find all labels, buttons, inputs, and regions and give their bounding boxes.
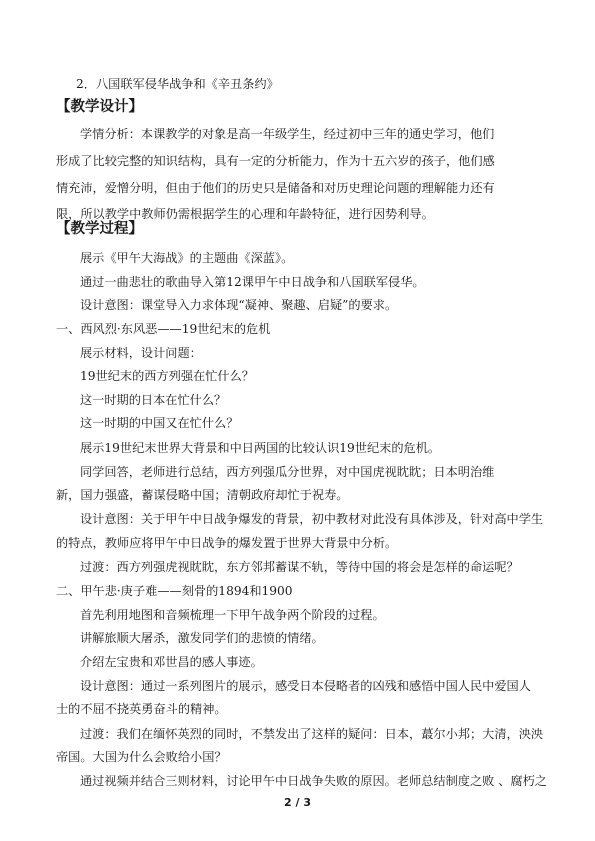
text-line: 设计意图：课堂导入力求体现“凝神、聚趣、启疑”的要求。 xyxy=(80,298,398,312)
question-line: 19世纪末的西方列强在忙什么？ xyxy=(80,369,254,383)
text-line: 限，所以教学中教师仍需根据学生的心理和年龄特征，进行因势利导。 xyxy=(56,207,434,221)
text-line: 帝国。大国为什么会败给小国？ xyxy=(56,750,227,764)
text-line: 展示材料，设计问题： xyxy=(80,346,202,360)
text-line: 士的不屈不挠英勇奋斗的精神。 xyxy=(56,702,227,716)
subsection-title: 一、西风烈·东风恶——19世纪末的危机 xyxy=(56,322,271,336)
text-line: 首先利用地图和音频梳理一下甲午战争两个阶段的过程。 xyxy=(80,608,385,622)
section-heading-process: 【教学过程】 xyxy=(56,221,143,237)
text-line: 设计意图：通过一系列图片的展示，感受日本侵略者的凶残和感悟中国人民中爱国人 xyxy=(80,679,531,693)
text-line: 展示《甲午大海战》的主题曲《深蓝》。 xyxy=(80,251,294,265)
text-line: 情充沛，爱憎分明，但由于他们的历史只是储备和对历史理论问题的理解能力还有 xyxy=(56,181,495,195)
question-line: 这一时期的中国又在忙什么？ xyxy=(80,416,239,430)
text-line: 过渡：我们在缅怀英烈的同时，不禁发出了这样的疑问：日本，蕞尔小邦；大清，泱泱 xyxy=(80,727,544,741)
text-line: 通过一曲悲壮的歌曲导入第12课甲午中日战争和八国联军侵华。 xyxy=(80,275,425,289)
text-line: 的特点，教师应将甲午中日战争的爆发置于世界大背景中分析。 xyxy=(56,536,398,550)
text-line: 同学回答，老师进行总结，西方列强瓜分世界，对中国虎视眈眈；日本明治维 xyxy=(80,465,495,479)
text-line: 新，国力强盛，蓄谋侵略中国；清朝政府却忙于祝寿。 xyxy=(56,488,349,502)
text-line: 介绍左宝贵和邓世昌的感人事迹。 xyxy=(80,655,263,669)
text-line: 学情分析：本课教学的对象是高一年级学生，经过初中三年的通史学习，他们 xyxy=(80,127,495,141)
section-heading-design: 【教学设计】 xyxy=(56,99,143,115)
list-item-treaty: 2．八国联军侵华战争和《辛丑条约》 xyxy=(76,77,279,91)
text-line: 形成了比较完整的知识结构，具有一定的分析能力，作为十五六岁的孩子，他们感 xyxy=(56,154,495,168)
text-line: 过渡：西方列强虎视眈眈，东方邻邦蓄谋不轨，等待中国的将会是怎样的命运呢？ xyxy=(80,560,519,574)
question-line: 这一时期的日本在忙什么？ xyxy=(80,393,227,407)
subsection-title: 二、甲午悲·庚子难——刻骨的1894和1900 xyxy=(56,584,293,598)
text-line: 通过视频并结合三则材料，讨论甲午中日战争失败的原因。老师总结制度之败 、腐朽之 xyxy=(80,774,547,788)
page-number: 2 / 3 xyxy=(284,796,311,809)
text-line: 设计意图：关于甲午中日战争爆发的背景，初中教材对此没有具体涉及，针对高中学生 xyxy=(80,512,544,526)
text-line: 展示19世纪末世界大背景和中日两国的比较认识19世纪末的危机。 xyxy=(80,441,441,455)
text-line: 讲解旅顺大屠杀，激发同学们的悲愤的情绪。 xyxy=(80,631,324,645)
